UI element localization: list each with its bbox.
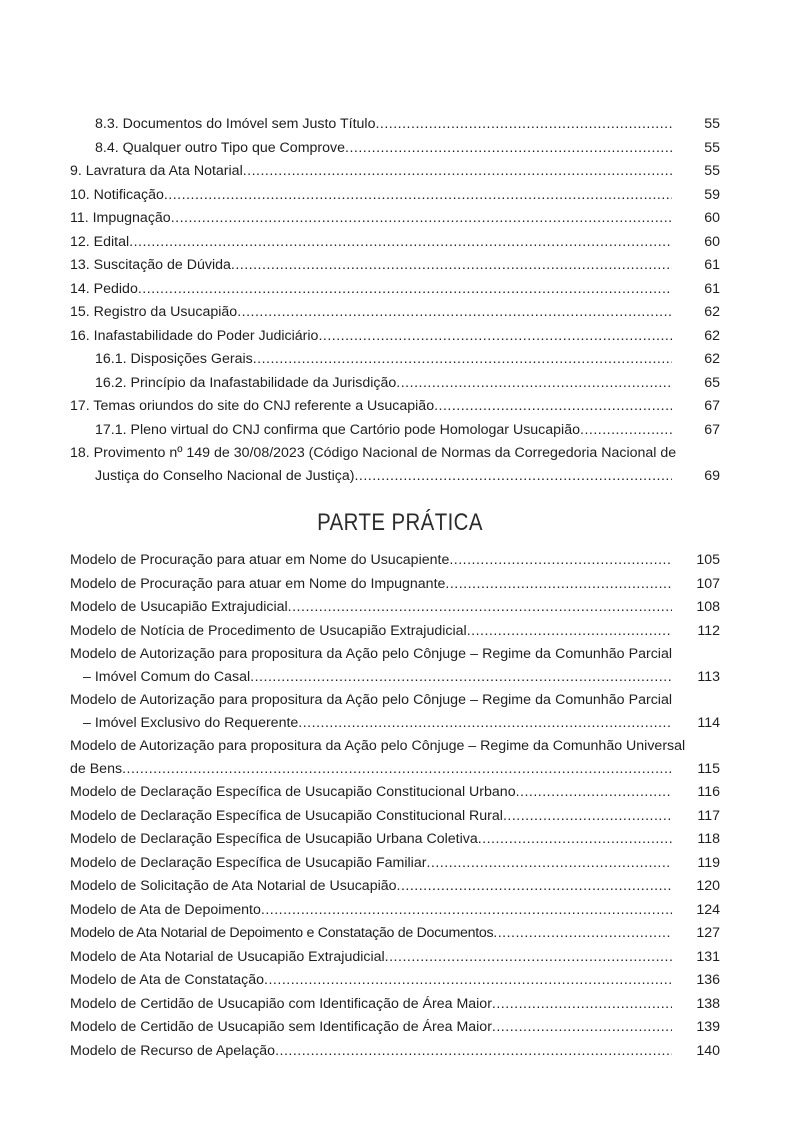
toc-entry-label: 11. Impugnação <box>70 210 171 226</box>
toc-page-number: 127 <box>696 925 720 941</box>
toc-page-number: 136 <box>696 972 720 988</box>
dot-leader <box>397 875 672 898</box>
toc-page-number: 55 <box>704 116 720 132</box>
toc-entry-label: 8.4. Qualquer outro Tipo que Comprove <box>95 139 346 156</box>
toc-entry[interactable] <box>70 875 720 898</box>
dot-leader <box>516 781 672 804</box>
toc-entry[interactable] <box>70 993 720 1016</box>
dot-leader <box>261 899 672 922</box>
toc-entry-label: Modelo de Certidão de Usucapião com Identificação de Área Maior <box>70 995 492 1012</box>
dot-leader <box>492 1016 672 1039</box>
dot-leader <box>237 301 672 324</box>
table-of-contents-part-2 <box>0 549 800 1063</box>
toc-entry-label: Modelo de Declaração Específica de Usucapião Constitucional Rural <box>70 807 503 824</box>
toc-entry-label-line-2: de Bens <box>70 760 123 777</box>
toc-entry-label: Modelo de Recurso de Apelação <box>70 1042 276 1059</box>
toc-page-number: 62 <box>704 327 720 344</box>
dot-leader <box>449 549 672 572</box>
toc-entry-label-line-1: Modelo de Autorização para propositura da Ação pelo Cônjuge – Regime da Comunhão Parcial <box>70 692 672 708</box>
toc-page-number: 61 <box>704 257 720 273</box>
toc-entry[interactable] <box>95 348 720 371</box>
toc-page-number: 107 <box>696 575 720 592</box>
dot-leader <box>171 207 672 230</box>
toc-page-number: 55 <box>704 139 720 156</box>
dot-leader <box>434 395 672 418</box>
toc-page-number: 124 <box>696 901 720 918</box>
toc-page-number: 108 <box>696 599 720 615</box>
dot-leader <box>503 805 672 828</box>
toc-entry[interactable] <box>70 278 720 301</box>
toc-entry[interactable] <box>70 207 720 230</box>
dot-leader <box>298 712 672 735</box>
toc-entry-label: Modelo de Ata de Depoimento <box>70 901 261 918</box>
toc-page-number: 113 <box>697 668 720 685</box>
toc-entry-label: Modelo de Procuração para atuar em Nome do Impugnante <box>70 575 446 592</box>
toc-page-number: 61 <box>704 280 720 297</box>
dot-leader <box>288 596 672 619</box>
toc-entry-label: Modelo de Ata de Constatação <box>70 972 265 988</box>
dot-leader <box>138 278 672 301</box>
toc-entry[interactable] <box>70 805 720 828</box>
toc-page-number: 119 <box>697 854 720 871</box>
toc-entry[interactable] <box>95 137 720 160</box>
dot-leader <box>445 573 672 596</box>
dot-leader <box>250 666 672 689</box>
toc-entry-label-line-1: Modelo de Autorização para propositura da Ação pelo Cônjuge – Regime da Comunhão Parcial <box>70 646 672 662</box>
toc-entry-label-line-2: – Imóvel Comum do Casal <box>83 668 251 685</box>
toc-entry[interactable] <box>70 922 720 945</box>
toc-page-number: 114 <box>697 714 720 731</box>
toc-entry-label-line-1: Modelo de Autorização para propositura da Ação pelo Cônjuge – Regime da Comunhão Universal <box>70 738 686 754</box>
toc-entry-label: Modelo de Certidão de Usucapião sem Identificação de Área Maior <box>70 1019 492 1035</box>
dot-leader <box>253 348 672 371</box>
toc-entry-label: Modelo de Declaração Específica de Usucapião Urbana Coletiva <box>70 831 478 847</box>
toc-entry[interactable] <box>70 828 720 851</box>
toc-entry[interactable] <box>95 372 720 395</box>
toc-entry[interactable] <box>70 231 720 254</box>
toc-entry-label: Modelo de Ata Notarial de Usucapião Extrajudicial <box>70 948 385 965</box>
toc-entry-label: 15. Registro da Usucapião <box>70 304 238 320</box>
toc-entry[interactable] <box>70 395 720 418</box>
toc-page-number: 115 <box>697 760 720 777</box>
toc-page-number: 112 <box>697 622 720 639</box>
toc-page-number: 117 <box>697 807 720 824</box>
dot-leader <box>122 758 672 781</box>
toc-page-number: 140 <box>696 1042 720 1059</box>
toc-entry[interactable] <box>70 689 720 734</box>
dot-leader <box>345 137 672 160</box>
toc-entry[interactable] <box>70 549 720 572</box>
toc-page-number: 67 <box>704 398 720 414</box>
toc-entry[interactable] <box>70 184 720 207</box>
toc-entry-label: Modelo de Declaração Específica de Usucapião Familiar <box>70 854 427 871</box>
toc-entry-label: 16.2. Princípio da Inafastabilidade da Jurisdição <box>95 374 397 391</box>
toc-entry[interactable] <box>70 160 720 183</box>
toc-entry-label: 16.1. Disposições Gerais <box>95 351 253 367</box>
toc-entry[interactable] <box>70 596 720 619</box>
toc-page-number: 67 <box>704 421 720 438</box>
toc-entry-label: 17. Temas oriundos do site do CNJ referente a Usucapião <box>70 398 435 414</box>
toc-page-number: 60 <box>704 210 720 226</box>
toc-entry[interactable] <box>70 735 720 780</box>
dot-leader <box>243 160 672 183</box>
dot-leader <box>375 113 672 136</box>
toc-entry-label: 8.3. Documentos do Imóvel sem Justo Título <box>95 116 376 132</box>
toc-page-number: 69 <box>704 467 720 484</box>
toc-entry-label: Modelo de Usucapião Extrajudicial <box>70 599 288 615</box>
dot-leader <box>493 922 672 945</box>
toc-entry-label: 10. Notificação <box>70 186 164 203</box>
toc-page-number: 116 <box>697 784 720 800</box>
toc-page-number: 62 <box>704 351 720 367</box>
toc-entry-label: Modelo de Solicitação de Ata Notarial de Usucapião <box>70 878 397 894</box>
toc-entry[interactable] <box>70 946 720 969</box>
dot-leader <box>354 465 672 488</box>
toc-page-number: 118 <box>697 831 720 847</box>
toc-page-number: 105 <box>696 552 720 568</box>
toc-entry[interactable] <box>70 620 720 643</box>
toc-entry[interactable] <box>70 899 720 922</box>
toc-entry-label: 9. Lavratura da Ata Notarial <box>70 163 243 179</box>
toc-entry-label: 14. Pedido <box>70 280 138 297</box>
toc-entry-label: 12. Edital <box>70 233 130 250</box>
toc-entry-label: Modelo de Procuração para atuar em Nome do Usucapiente <box>70 552 450 568</box>
dot-leader <box>385 946 672 969</box>
toc-page-number: 139 <box>696 1019 720 1035</box>
dot-leader <box>426 852 672 875</box>
toc-entry[interactable] <box>70 1016 720 1039</box>
toc-entry-label: Modelo de Notícia de Procedimento de Usucapião Extrajudicial <box>70 622 467 639</box>
section-title: PARTE PRÁTICA <box>317 509 483 536</box>
toc-entry-label-line-2: – Imóvel Exclusivo do Requerente <box>83 714 299 731</box>
toc-page-number: 120 <box>696 878 720 894</box>
dot-leader <box>129 231 672 254</box>
toc-page-number: 138 <box>696 995 720 1012</box>
toc-page-number: 59 <box>704 186 720 203</box>
toc-entry[interactable] <box>70 643 720 688</box>
dot-leader <box>492 993 672 1016</box>
toc-entry[interactable] <box>70 1040 720 1063</box>
toc-entry-label: 16. Inafastabilidade do Poder Judiciário <box>70 327 319 344</box>
dot-leader <box>164 184 672 207</box>
dot-leader <box>396 372 672 395</box>
toc-entry[interactable] <box>95 419 720 442</box>
toc-entry[interactable] <box>70 301 720 324</box>
toc-page-number: 65 <box>704 374 720 391</box>
toc-entry[interactable] <box>95 113 720 136</box>
dot-leader <box>264 969 672 992</box>
toc-entry-label: 13. Suscitação de Dúvida <box>70 257 231 273</box>
dot-leader <box>467 620 672 643</box>
toc-page-number: 131 <box>696 948 720 965</box>
dot-leader <box>318 325 672 348</box>
dot-leader <box>580 419 672 442</box>
toc-entry-label: 17.1. Pleno virtual do CNJ confirma que Cartório pode Homologar Usucapião <box>95 421 580 438</box>
toc-entry[interactable] <box>70 969 720 992</box>
toc-entry[interactable] <box>70 852 720 875</box>
toc-page-number: 60 <box>704 233 720 250</box>
toc-entry[interactable] <box>70 442 720 487</box>
table-of-contents-part-1 <box>0 113 800 488</box>
toc-entry[interactable] <box>70 573 720 596</box>
toc-entry[interactable] <box>70 325 720 348</box>
toc-entry-label: Modelo de Declaração Específica de Usucapião Constitucional Urbano <box>70 784 516 800</box>
toc-entry[interactable] <box>70 781 720 804</box>
dot-leader <box>275 1040 672 1063</box>
dot-leader <box>231 254 672 277</box>
toc-page-number: 62 <box>704 304 720 320</box>
toc-entry-label: Modelo de Ata Notarial de Depoimento e Constatação de Documentos <box>70 925 494 941</box>
toc-page-number: 55 <box>704 163 720 179</box>
toc-entry-label-line-2: Justiça do Conselho Nacional de Justiça) <box>95 467 355 484</box>
toc-entry-label-line-1: 18. Provimento nº 149 de 30/08/2023 (Código Nacional de Normas da Corregedoria Nacional de <box>70 445 677 461</box>
toc-entry[interactable] <box>70 254 720 277</box>
dot-leader <box>478 828 672 851</box>
